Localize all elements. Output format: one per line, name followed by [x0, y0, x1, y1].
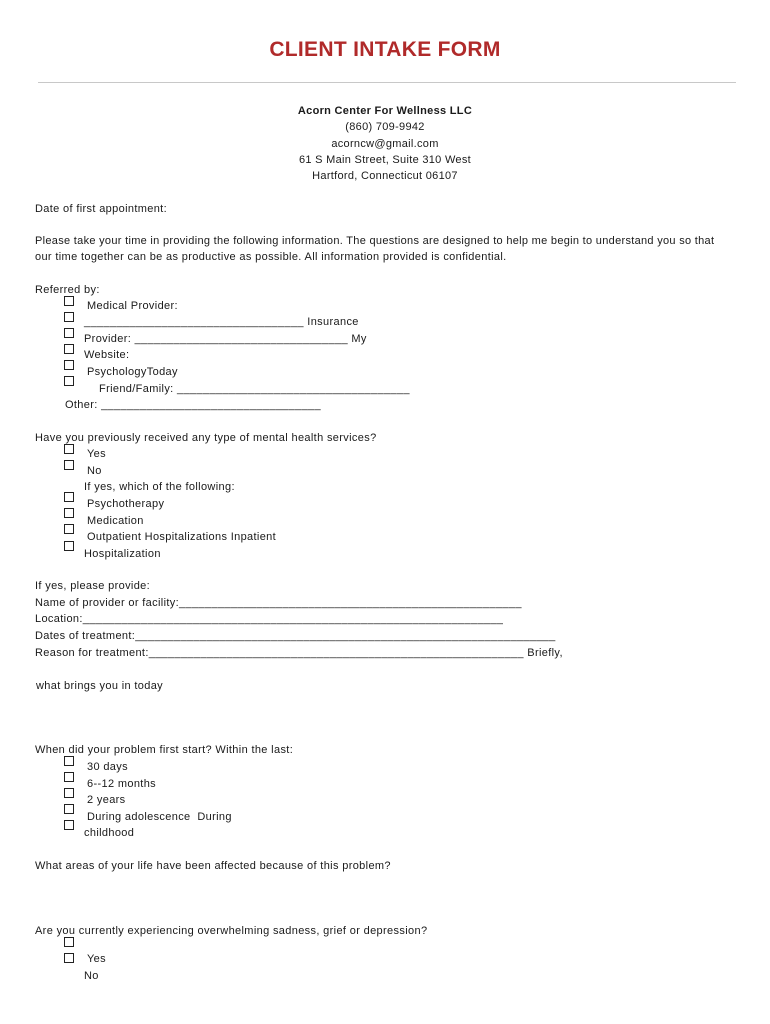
problem-start-checkbox-4[interactable] — [64, 804, 74, 814]
problem-start-childhood: childhood — [84, 827, 135, 839]
org-email: acorncw@gmail.com — [331, 138, 439, 150]
problem-start-30-days: 30 days — [87, 761, 128, 773]
sadness-yes-checkbox[interactable] — [64, 937, 74, 947]
problem-start-checkbox-3[interactable] — [64, 788, 74, 798]
location-field[interactable]: Location:_________________________________________________________________ — [35, 613, 504, 625]
referral-checkbox-1[interactable] — [64, 296, 74, 306]
referral-line-other: Other: __________________________________ — [65, 399, 321, 411]
sadness-question: Are you currently experiencing overwhelming sadness, grief or depression? — [35, 925, 428, 937]
referral-line-provider: Provider: _________________________________ My — [84, 333, 367, 345]
form-title: CLIENT INTAKE FORM — [269, 38, 501, 61]
service-type-checkbox-1[interactable] — [64, 492, 74, 502]
previous-services-question: Have you previously received any type of mental health services? — [35, 432, 377, 444]
dates-of-treatment-field[interactable]: Dates of treatment:_________________________________________________________________ — [35, 630, 556, 642]
referral-checkbox-4[interactable] — [64, 344, 74, 354]
previous-services-no-label: No — [87, 465, 102, 477]
problem-start-checkbox-1[interactable] — [64, 756, 74, 766]
service-type-checkbox-3[interactable] — [64, 524, 74, 534]
referral-checkbox-2[interactable] — [64, 312, 74, 322]
org-name: Acorn Center For Wellness LLC — [297, 105, 473, 117]
affected-areas-question: What areas of your life have been affected because of this problem? — [35, 860, 391, 872]
problem-start-checkbox-5[interactable] — [64, 820, 74, 830]
problem-start-2-years: 2 years — [87, 794, 126, 806]
referral-checkbox-6[interactable] — [64, 376, 74, 386]
referral-line-insurance: __________________________________ Insurance — [84, 316, 359, 328]
referral-line-friend-family: Friend/Family: ____________________________________ — [99, 383, 410, 395]
service-type-hospitalization: Hospitalization — [84, 548, 161, 560]
referral-line-website: Website: — [84, 349, 130, 361]
org-address-line2: Hartford, Connecticut 06107 — [312, 170, 458, 182]
previous-services-no-checkbox[interactable] — [64, 460, 74, 470]
service-type-medication: Medication — [87, 515, 144, 527]
org-phone: (860) 709-9942 — [345, 121, 425, 133]
problem-start-checkbox-2[interactable] — [64, 772, 74, 782]
which-following-label: If yes, which of the following: — [84, 481, 235, 493]
service-type-checkbox-2[interactable] — [64, 508, 74, 518]
problem-start-6-12-months: 6--12 months — [87, 778, 157, 790]
title-divider — [38, 82, 736, 83]
what-brings-you-label: what brings you in today — [36, 680, 164, 692]
service-type-checkbox-4[interactable] — [64, 541, 74, 551]
appointment-date-label: Date of first appointment: — [35, 203, 167, 215]
sadness-no-label: No — [84, 970, 99, 982]
referral-checkbox-3[interactable] — [64, 328, 74, 338]
service-type-outpatient: Outpatient Hospitalizations Inpatient — [87, 531, 277, 543]
provide-details-label: If yes, please provide: — [35, 580, 151, 592]
service-type-psychotherapy: Psychotherapy — [87, 498, 165, 510]
referral-line-medical-provider: Medical Provider: — [87, 300, 178, 312]
intro-paragraph-line2: our time together can be as productive as possible. All information provided is confidential. — [35, 251, 507, 263]
referral-checkbox-5[interactable] — [64, 360, 74, 370]
intro-paragraph-line1: Please take your time in providing the following information. The questions are designed to help me begin to understand you so that — [35, 235, 715, 247]
org-address-line1: 61 S Main Street, Suite 310 West — [298, 154, 472, 166]
previous-services-yes-checkbox[interactable] — [64, 444, 74, 454]
problem-start-question: When did your problem first start? Within the last: — [35, 744, 294, 756]
referral-line-psychologytoday: PsychologyToday — [87, 366, 178, 378]
problem-start-adolescence: During adolescence During — [87, 811, 232, 823]
sadness-yes-label: Yes — [87, 953, 106, 965]
sadness-no-checkbox[interactable] — [64, 953, 74, 963]
provider-name-field[interactable]: Name of provider or facility:_____________________________________________________ — [35, 597, 522, 609]
previous-services-yes-label: Yes — [87, 448, 106, 460]
referred-by-label: Referred by: — [35, 284, 100, 296]
reason-for-treatment-field[interactable]: Reason for treatment:__________________________________________________________ Briefly, — [35, 647, 563, 659]
